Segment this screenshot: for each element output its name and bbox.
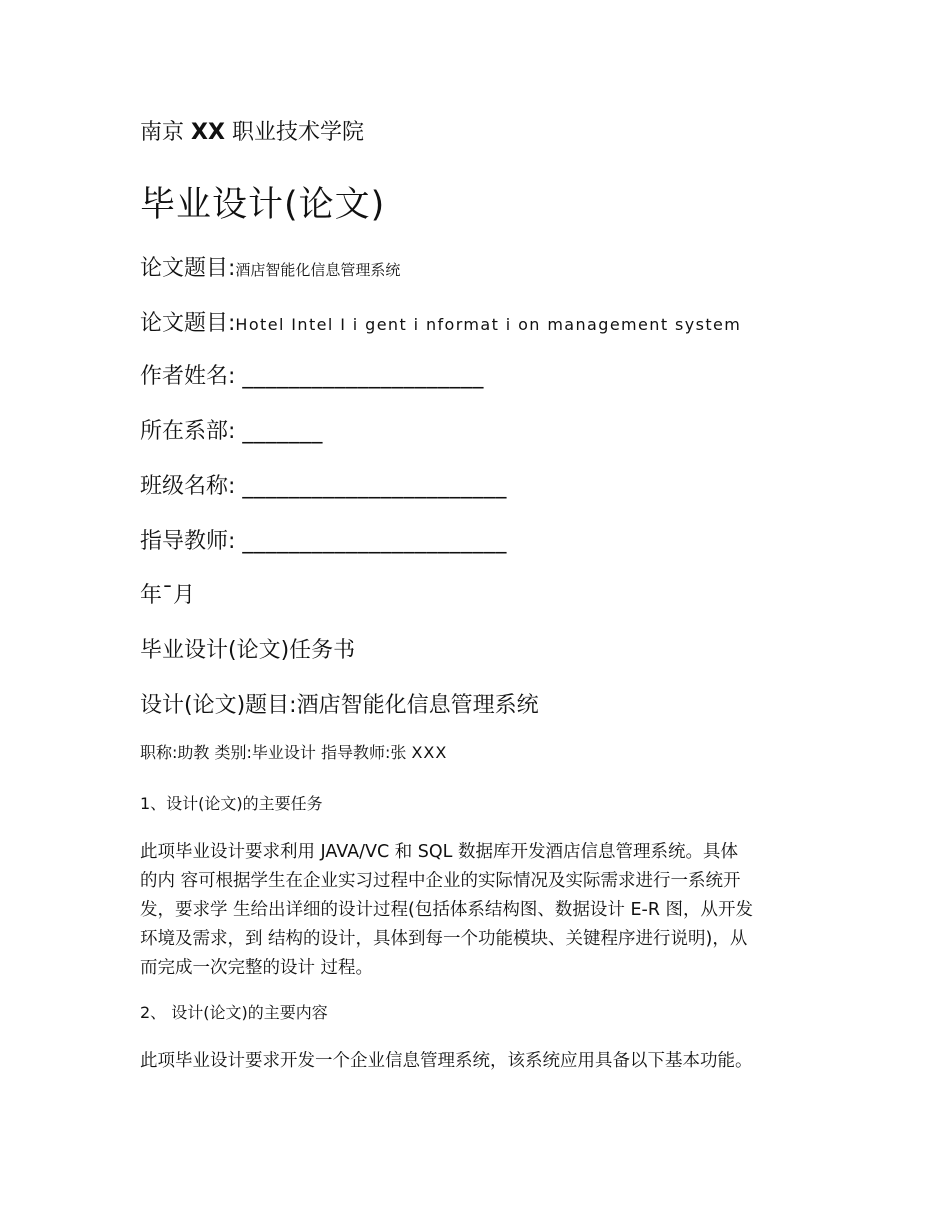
en-title-value: Hotel Intel I i gent i nformat i on management system xyxy=(235,315,742,334)
class-blank: _______________________ xyxy=(242,474,507,499)
paragraph-line: 发，要求学 生给出详细的设计过程(包括体系结构图、数据设计 E-R 图，从开发 xyxy=(140,900,754,920)
class-row xyxy=(140,474,507,500)
advisor-blank: _______________________ xyxy=(242,529,507,554)
task-book-title: 毕业设计(论文)任务书 xyxy=(140,638,356,663)
class-label: 班级名称: xyxy=(140,474,236,499)
school-name xyxy=(140,120,364,146)
design-title: 设计(论文)题目:酒店智能化信息管理系统 xyxy=(140,693,539,718)
dept-blank: _______ xyxy=(242,419,323,444)
meta-advisor-name: XXX xyxy=(411,743,448,762)
date-line: 年¯月 xyxy=(140,583,196,608)
school-suffix: 职业技术学院 xyxy=(231,120,364,145)
cn-title-value: 酒店智能化信息管理系统 xyxy=(235,261,401,279)
author-label: 作者姓名: xyxy=(140,364,236,389)
en-title-row xyxy=(140,311,741,337)
paragraph-line: 环境及需求，到 结构的设计，具体到每一个功能模块、关键程序进行说明)，从 xyxy=(140,929,748,949)
section2-title: 2、 设计(论文)的主要内容 xyxy=(140,1003,328,1022)
school-prefix: 南京 xyxy=(140,120,185,145)
author-row xyxy=(140,364,484,390)
advisor-row xyxy=(140,529,507,555)
en-title-label: 论文题目: xyxy=(140,311,236,336)
paragraph-line: 而完成一次完整的设计 过程。 xyxy=(140,958,374,978)
section2-paragraph xyxy=(140,1047,830,1076)
cn-title-row xyxy=(140,256,400,282)
dept-row xyxy=(140,419,323,445)
main-title: 毕业设计(论文) xyxy=(140,185,386,225)
section1-paragraph xyxy=(140,838,830,983)
paragraph-line: 此项毕业设计要求开发一个企业信息管理系统，该系统应用具备以下基本功能。 xyxy=(140,1051,753,1071)
paragraph-line: 此项毕业设计要求利用 JAVA/VC 和 SQL 数据库开发酒店信息管理系统。具体 xyxy=(140,842,738,862)
advisor-label: 指导教师: xyxy=(140,529,236,554)
paragraph-line: 的内 容可根据学生在企业实习过程中企业的实际情况及实际需求进行一系统开 xyxy=(140,871,741,891)
cn-title-label: 论文题目: xyxy=(140,256,236,281)
section1-title: 1、设计(论文)的主要任务 xyxy=(140,794,323,813)
author-blank: _____________________ xyxy=(242,364,484,389)
dept-label: 所在系部: xyxy=(140,419,236,444)
meta-text: 职称:助教 类别:毕业设计 指导教师:张 xyxy=(140,743,407,762)
meta-line xyxy=(140,743,447,762)
school-xx: XX xyxy=(191,120,225,145)
